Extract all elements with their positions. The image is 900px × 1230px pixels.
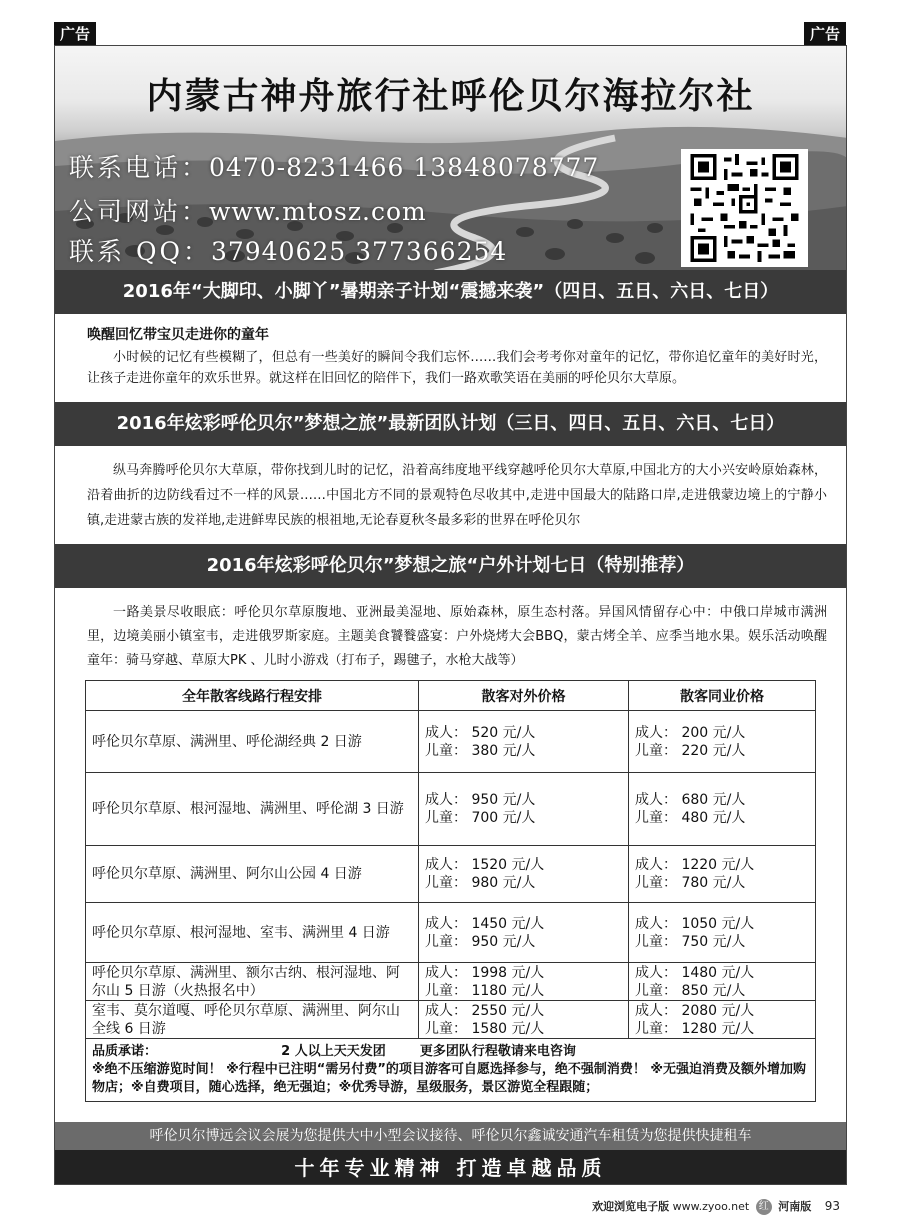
trade-price-cell [629,711,816,773]
trade-price-cell [629,846,816,903]
child-price: 儿童： 480 元/人 [635,810,746,826]
advertisement-frame [54,45,847,1185]
promise-text: ※绝不压缩游览时间！ ※行程中已注明“需另付费”的项目游客可自愿选择参与，绝不强制消费！ ※无强迫消费及额外增加购物店；※自费项目，随心选择，绝无强迫；※优秀导游，星级服务，景区游览全程跟随； [92,1062,807,1095]
adult-price: 成人： 950 元/人 [425,792,536,808]
qr-code [681,149,808,267]
website-value: www.mtosz.com [209,197,427,226]
retail-price-column-header: 散客对外价格 [419,681,629,711]
retail-price-cell [419,711,629,773]
table-row [86,846,816,903]
qq-value: 37940625 377366254 [210,237,508,266]
table-row [86,903,816,963]
route-cell: 呼伦贝尔草原、满洲里、额尔古纳、根河湿地、阿尔山 5 日游（火热报名中） [86,963,419,1001]
child-price: 儿童： 1280 元/人 [635,1020,755,1037]
adult-price: 成人： 1450 元/人 [425,915,545,932]
adult-price: 成人： 680 元/人 [635,792,746,808]
child-price: 儿童： 850 元/人 [635,982,746,999]
banner [55,46,846,273]
retail-price-cell [419,846,629,903]
route-column-header: 全年散客线路行程安排 [86,681,419,711]
table-row [86,773,816,846]
quality-promise-row [86,1039,816,1102]
edition-name: 河南版 [778,1200,812,1213]
qr-code-icon [686,154,803,262]
trade-price-cell [629,903,816,963]
adult-price: 成人： 2550 元/人 [425,1002,545,1019]
website-label: 公司网站： [69,197,210,226]
child-price: 儿童： 1180 元/人 [425,982,545,999]
trade-price-column-header: 散客同业价格 [629,681,816,711]
footer-website-link[interactable]: www.zyoo.net [672,1200,750,1213]
childhood-heading: 唤醒回忆带宝贝走进你的童年 [87,327,269,343]
phone-value: 0470-8231466 13848078777 [209,153,600,182]
route-cell: 呼伦贝尔草原、根河湿地、满洲里、呼伦湖 3 日游 [86,773,419,846]
ad-label-right: 广告 [804,22,846,46]
table-row [86,963,816,1001]
phone-label: 联系电话： [69,153,210,182]
child-price: 儿童： 950 元/人 [425,933,536,950]
family-plan-description: 小时候的记忆有些模糊了，但总有一些美好的瞬间令我们忘怀……我们会考考你对童年的记忆，带你追忆童年的美好时光，让孩子走进你童年的欢乐世界。就这样在旧回忆的陪伴下，我们一路欢歌笑语在美丽的呼伦贝尔大草原。 [87,350,827,386]
adult-price: 成人： 200 元/人 [635,724,746,741]
child-price: 儿童： 220 元/人 [635,742,746,759]
outdoor-plan-description: 一路美景尽收眼底：呼伦贝尔草原腹地、亚洲最美湿地、原始森林，原生态村落。异国风情留存心中：中俄口岸城市满洲里，边境美丽小镇室韦，走进俄罗斯家庭。主题美食饕餮盛宴：户外烧烤大会BBQ，蒙古烤全羊、应季当地水果。娱乐活动唤醒童年：骑马穿越、草原大PK 、儿时小游戏（打布子，踢毽子，水枪大战等） [87,605,827,668]
child-price: 儿童： 700 元/人 [425,810,536,826]
group-plan-description: 纵马奔腾呼伦贝尔大草原，带你找到儿时的记忆，沿着高纬度地平线穿越呼伦贝尔大草原,中国北方的大小兴安岭原始森林，沿着曲折的边防线看过不一样的风景……中国北方不同的景观特色尽收其中,走进中国最大的陆路口岸,走进俄蒙边境上的宁静小镇,走进蒙古族的发祥地,走进鲜卑民族的根祖地,无论春夏秋冬最多彩的世界在呼伦贝尔 [87,463,827,528]
phone-line [69,148,599,184]
table-header-row [86,681,816,711]
tour-price-table [85,680,816,1102]
route-cell: 呼伦贝尔草原、满洲里、阿尔山公园 4 日游 [86,846,419,903]
qq-label: 联系 QQ： [69,237,211,266]
adult-price: 成人： 2080 元/人 [635,1002,755,1019]
table-row [86,1001,816,1039]
trade-price-cell [629,963,816,1001]
route-cell: 呼伦贝尔草原、满洲里、呼伦湖经典 2 日游 [86,711,419,773]
child-price: 儿童： 750 元/人 [635,933,746,950]
group-plan-band: 2016年炫彩呼伦贝尔”梦想之旅”最新团队计划（三日、四日、五日、六日、七日） [55,402,846,446]
route-cell: 室韦、莫尔道嘎、呼伦贝尔草原、满洲里、阿尔山全线 6 日游 [86,1001,419,1039]
child-price: 儿童： 1580 元/人 [425,1020,545,1037]
child-price: 儿童： 980 元/人 [425,875,536,891]
outdoor-plan-band: 2016年炫彩呼伦贝尔”梦想之旅“户外计划七日（特别推荐） [55,544,846,588]
route-cell: 呼伦贝尔草原、根河湿地、室韦、满洲里 4 日游 [86,903,419,963]
summer-family-plan-band: 2016年“大脚印、小脚丫”暑期亲子计划“震撼来袭”（四日、五日、六日、七日） [55,270,846,314]
footer-label: 欢迎浏览电子版 [592,1200,670,1213]
adult-price: 成人： 1220 元/人 [635,857,755,873]
quality-promise-cell [86,1039,816,1102]
daily-departure-note: 2 人以上天天发团 [281,1044,386,1059]
services-band: 呼伦贝尔博远会议会展为您提供大中小型会议接待、呼伦贝尔鑫诚安通汽车租赁为您提供快捷租车 [55,1122,846,1150]
website-line [69,192,427,228]
ad-label-left: 广告 [54,22,96,46]
group-inquiry-note: 更多团队行程敬请来电咨询 [419,1044,576,1059]
adult-price: 成人： 1520 元/人 [425,857,545,873]
adult-price: 成人： 520 元/人 [425,724,536,741]
retail-price-cell [419,963,629,1001]
retail-price-cell [419,903,629,963]
adult-price: 成人： 1998 元/人 [425,964,545,981]
promise-label: 品质承诺： [92,1044,158,1059]
slogan-band: 十年专业精神 打造卓越品质 [55,1150,846,1185]
child-price: 儿童： 780 元/人 [635,875,746,891]
child-price: 儿童： 380 元/人 [425,742,536,759]
retail-price-cell [419,1001,629,1039]
page-footer [592,1198,840,1215]
adult-price: 成人： 1050 元/人 [635,915,755,932]
agency-name-title: 内蒙古神舟旅行社呼伦贝尔海拉尔社 [146,76,755,117]
trade-price-cell [629,773,816,846]
table-row [86,711,816,773]
retail-price-cell [419,773,629,846]
trade-price-cell [629,1001,816,1039]
page-number: 93 [824,1199,840,1213]
qq-line [69,232,507,268]
edition-badge-icon: 红 [756,1199,772,1215]
adult-price: 成人： 1480 元/人 [635,964,755,981]
